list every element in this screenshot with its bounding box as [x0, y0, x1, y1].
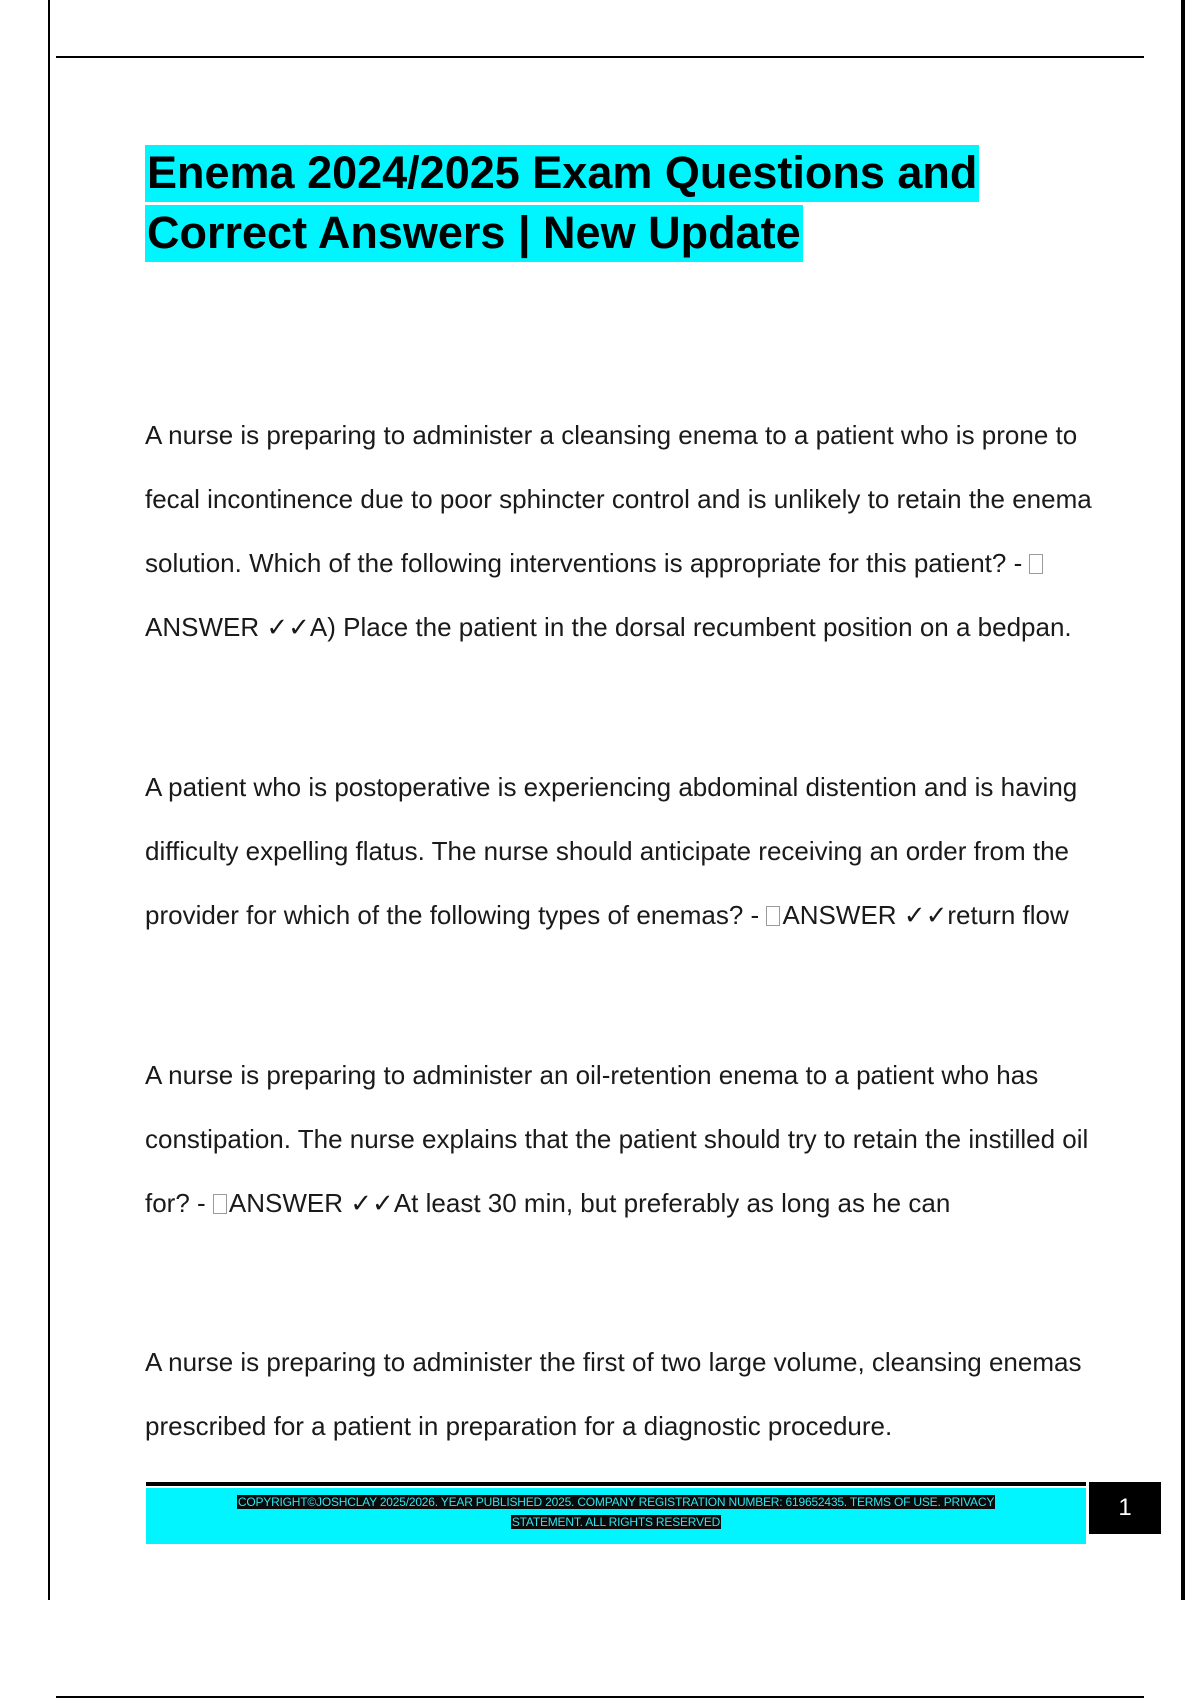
copyright-line-2: STATEMENT. ALL RIGHTS RESERVED	[511, 1515, 721, 1529]
answer-text: return flow	[947, 900, 1069, 930]
page-right-border	[1181, 0, 1185, 1600]
missing-glyph-box-icon	[213, 1194, 227, 1214]
qa-item-1	[145, 403, 1095, 659]
qa-item-3	[145, 1043, 1095, 1235]
question-text: A patient who is postoperative is experiencing abdominal distention and is having difficulty expelling flatus. The nurse should anticipate receiving an order from the provider for which of the following types of enemas? -	[145, 772, 1078, 930]
copyright-notice	[176, 1492, 1056, 1532]
footer-copyright-band	[146, 1488, 1086, 1544]
document-title	[145, 143, 1095, 263]
question-text: A nurse is preparing to administer a cleansing enema to a patient who is prone to fecal incontinence due to poor sphincter control and is unlikely to retain the enema solution. Which of the following interventions is appropriate for this patient? -	[145, 420, 1092, 578]
title-line-1: Enema 2024/2025 Exam Questions and	[145, 145, 979, 202]
title-line-2: Correct Answers | New Update	[145, 205, 803, 262]
footer-rule	[146, 1482, 1086, 1486]
answer-marker: ANSWER ✓✓	[145, 612, 310, 642]
copyright-line-1: COPYRIGHT©JOSHCLAY 2025/2026. YEAR PUBLISHED 2025. COMPANY REGISTRATION NUMBER: 619652435. TERMS OF USE. PRIVACY	[237, 1495, 995, 1509]
answer-text: At least 30 min, but preferably as long as he can	[393, 1188, 951, 1218]
missing-glyph-box-icon	[1029, 554, 1043, 574]
header-rule	[56, 56, 1144, 58]
page-number: 1	[1089, 1482, 1161, 1534]
answer-marker: ANSWER ✓✓	[228, 1188, 394, 1218]
page-left-border	[48, 0, 50, 1600]
next-page-rule	[56, 1696, 1144, 1698]
question-text: A nurse is preparing to administer the first of two large volume, cleansing enemas prescribed for a patient in preparation for a diagnostic procedure.	[145, 1347, 1082, 1441]
qa-item-4	[145, 1330, 1095, 1458]
missing-glyph-box-icon	[766, 906, 780, 926]
qa-item-2	[145, 755, 1095, 947]
answer-text: A) Place the patient in the dorsal recumbent position on a bedpan.	[309, 612, 1072, 642]
answer-marker: ANSWER ✓✓	[782, 900, 948, 930]
question-text: A nurse is preparing to administer an oil-retention enema to a patient who has constipation. The nurse explains that the patient should try to retain the instilled oil for? -	[145, 1060, 1089, 1218]
